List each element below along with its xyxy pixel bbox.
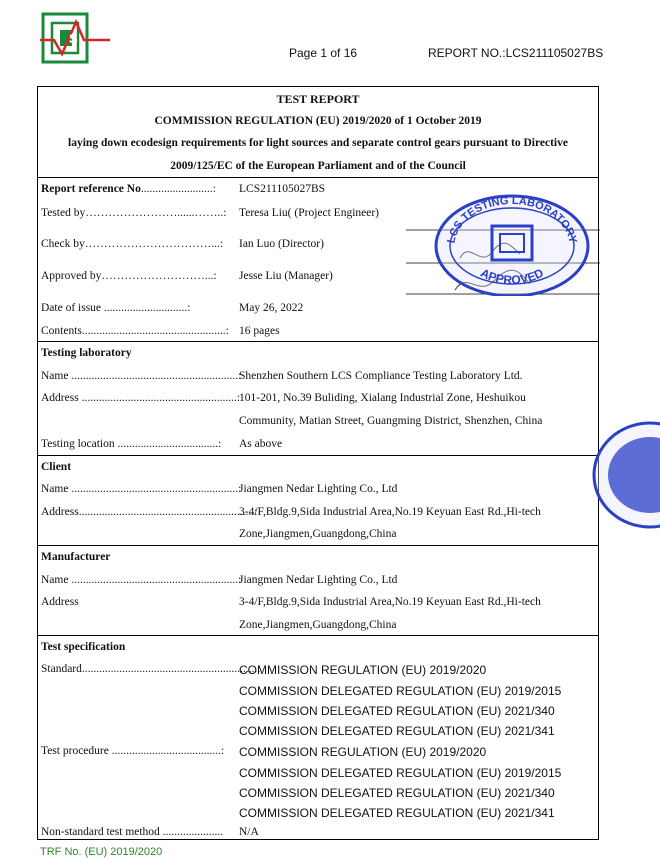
date-value: May 26, 2022 [239,302,304,314]
lab-name-value: Shenzhen Southern LCS Compliance Testing Laboratory Ltd. [239,370,523,382]
manufacturer-heading: Manufacturer [41,551,111,563]
lab-location-value: As above [239,438,283,450]
divider [37,545,599,546]
client-address-line1: 3-4/F,Bldg.9,Sida Industrial Area,No.19 Keyuan East Rd.,Hi-tech [239,506,541,518]
client-name-label: Name ..........................................................: [41,483,242,495]
client-address-label: Address.............................................................: [41,506,258,518]
divider [37,177,599,178]
client-address-line2: Zone,Jiangmen,Guangdong,China [239,528,397,540]
regulation-subtitle: laying down ecodesign requirements for light sources and separate control gears pursuant to Directive [68,137,568,149]
report-title: TEST REPORT [276,92,360,106]
testing-lab-heading: Testing laboratory [41,347,132,359]
tested-by-value: Teresa Liu( (Project Engineer) [239,207,380,219]
procedure-value: COMMISSION DELEGATED REGULATION (EU) 2021/340 [239,786,555,800]
lcs-logo [40,10,110,66]
regulation-subtitle-2: 2009/125/EC of the European Parliament and of the Council [170,160,466,172]
report-ref-value: LCS211105027BS [239,183,326,195]
check-by-value: Ian Luo (Director) [239,238,324,250]
client-heading: Client [41,461,72,473]
standard-label: Standard.............................................................: [41,663,261,675]
standard-value: COMMISSION DELEGATED REGULATION (EU) 2021/341 [239,724,555,738]
manufacturer-address-label: Address [41,596,79,608]
approved-by-value: Jesse Liu (Manager) [239,270,333,282]
date-label: Date of issue .............................: [41,302,191,314]
divider [37,455,599,456]
approved-stamp [432,192,592,296]
standard-value: COMMISSION DELEGATED REGULATION (EU) 2021/340 [239,704,555,718]
manufacturer-address-line1: 3-4/F,Bldg.9,Sida Industrial Area,No.19 Keyuan East Rd.,Hi-tech [239,596,541,608]
procedure-value: COMMISSION REGULATION (EU) 2019/2020 [239,745,487,759]
logo-letter: S [69,31,78,46]
page-number: Page 1 of 16 [289,46,358,60]
lab-address-line2: Community, Matian Street, Guangming District, Shenzhen, China [239,415,543,427]
approved-by-label: Approved by………………………...: [41,270,217,282]
report-number: REPORT NO.:LCS211105027BS [428,46,604,60]
procedure-label: Test procedure ......................................: [41,745,225,757]
lab-address-label: Address ......................................................: [41,392,241,404]
manufacturer-address-line2: Zone,Jiangmen,Guangdong,China [239,619,397,631]
report-ref-label: Report reference No.........................: [41,183,216,195]
procedure-value: COMMISSION DELEGATED REGULATION (EU) 2021/341 [239,806,555,820]
contents-value: 16 pages [239,325,280,337]
contents-label: Contents..................................................: [41,325,229,337]
client-name-value: Jiangmen Nedar Lighting Co., Ltd [239,483,398,495]
tested-by-label: Tested by……………………......……..: [41,207,227,219]
divider [37,635,599,636]
nonstandard-value: N/A [239,826,259,838]
test-spec-heading: Test specification [41,641,126,653]
trf-footer: TRF No. (EU) 2019/2020 [40,846,163,858]
procedure-value: COMMISSION DELEGATED REGULATION (EU) 2019/2015 [239,766,562,780]
side-stamp [590,420,660,530]
nonstandard-label: Non-standard test method ..................... [41,826,224,838]
lab-location-label: Testing location ...................................: [41,438,222,450]
manufacturer-name-label: Name ..........................................................: [41,574,242,586]
lab-address-line1: 101-201, No.39 Buliding, Xialang Industrial Zone, Heshuikou [239,392,526,404]
standard-value: COMMISSION DELEGATED REGULATION (EU) 2019/2015 [239,684,562,698]
regulation-title: COMMISSION REGULATION (EU) 2019/2020 of 1 October 2019 [154,115,482,127]
lab-name-label: Name ..........................................................: [41,370,242,382]
stamp-top-text: LCS TESTING LABORATORY [445,194,579,245]
divider [37,341,599,342]
manufacturer-name-value: Jiangmen Nedar Lighting Co., Ltd [239,574,398,586]
stamp-bottom-text: APPROVED [478,265,546,288]
check-by-label: Check by……………………………...: [41,238,224,250]
standard-value: COMMISSION REGULATION (EU) 2019/2020 [239,663,487,677]
